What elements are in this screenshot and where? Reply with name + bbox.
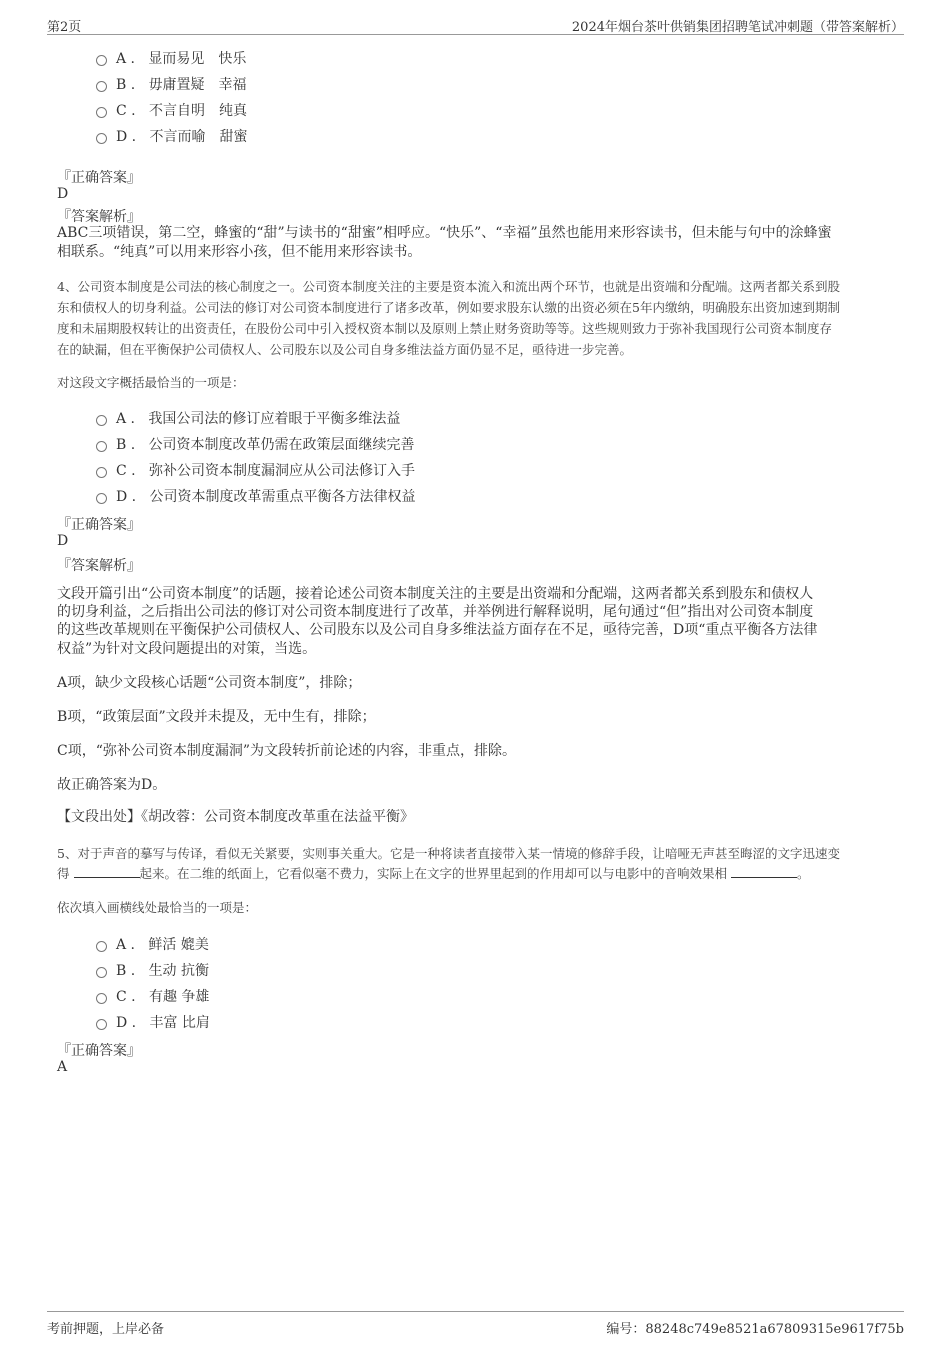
q5-option-d[interactable]: D . 丰富 比肩	[96, 1012, 210, 1032]
blank-1	[74, 865, 140, 878]
footer-slogan: 考前押题，上岸必备	[47, 1322, 165, 1337]
q3-option-c[interactable]: C . 不言自明 纯真	[96, 100, 247, 120]
q4-answer: D	[57, 533, 69, 549]
page-number: 第2页	[47, 20, 82, 35]
radio-icon[interactable]	[96, 441, 107, 452]
q4-stem-line-3: 度和未届期股权转让的出资责任，在股份公司中引入授权资本制以及原则上禁止财务资助等等。这些规则致力于弥补我国现行公司资本制度存	[57, 321, 833, 336]
q4-analysis-line-3: 的这些改革规则在平衡保护公司债权人、公司股东以及公司自身多维法益方面存在不足，亟待完善，D项“重点平衡各方法律	[57, 622, 818, 638]
page-footer	[47, 1311, 904, 1342]
q4-note-c: C项，“弥补公司资本制度漏洞”为文段转折前论述的内容，非重点，排除。	[57, 743, 517, 759]
document-id: 编号：88248c749e8521a67809315e9617f75b	[606, 1322, 904, 1337]
radio-icon[interactable]	[96, 967, 107, 978]
q4-conclusion: 故正确答案为D。	[57, 777, 167, 793]
q5-answer: A	[57, 1059, 68, 1075]
radio-icon[interactable]	[96, 467, 107, 478]
q4-source: 【文段出处】《胡改蓉：公司资本制度改革重在法益平衡》	[57, 809, 414, 825]
q4-analysis-line-1: 文段开篇引出“公司资本制度”的话题，接着论述公司资本制度关注的主要是出资端和分配端，这两者都关系到股东和债权人	[57, 586, 814, 602]
q4-answer-label: 『正确答案』	[57, 517, 141, 533]
q4-stem-line-1: 4、公司资本制度是公司法的核心制度之一。公司资本制度关注的主要是资本流入和流出两个环节，也就是出资端和分配端。这两者都关系到股	[57, 279, 840, 294]
radio-icon[interactable]	[96, 993, 107, 1004]
radio-icon[interactable]	[96, 107, 107, 118]
q4-analysis-line-4: 权益”为针对文段问题提出的对策，当选。	[57, 641, 317, 657]
q5-option-c[interactable]: C . 有趣 争雄	[96, 986, 209, 1006]
q5-stem-line-2: 得 起来。在二维的纸面上，它看似毫不费力，实际上在文字的世界里起到的作用却可以与电影中的音响效果相 。	[57, 866, 810, 881]
blank-2	[731, 865, 797, 878]
q3-analysis-label: 『答案解析』	[57, 209, 141, 225]
q3-option-b[interactable]: B . 毋庸置疑 幸福	[96, 74, 247, 94]
q3-option-a[interactable]: A . 显而易见 快乐	[96, 48, 246, 68]
radio-icon[interactable]	[96, 55, 107, 66]
q4-question: 对这段文字概括最恰当的一项是：	[57, 375, 245, 390]
radio-icon[interactable]	[96, 493, 107, 504]
q5-answer-label: 『正确答案』	[57, 1043, 141, 1059]
radio-icon[interactable]	[96, 133, 107, 144]
q4-stem-line-4: 在的缺漏，但在平衡保护公司债权人、公司股东以及公司自身多维法益方面仍显不足，亟待进一步完善。	[57, 342, 633, 357]
q4-option-b[interactable]: B . 公司资本制度改革仍需在政策层面继续完善	[96, 434, 415, 454]
q4-note-b: B项，“政策层面”文段并未提及，无中生有，排除；	[57, 709, 376, 725]
document-title: 2024年烟台茶叶供销集团招聘笔试冲刺题（带答案解析）	[571, 20, 904, 35]
q5-question: 依次填入画横线处最恰当的一项是：	[57, 900, 258, 915]
q4-note-a: A项，缺少文段核心话题“公司资本制度”，排除；	[57, 675, 362, 691]
q4-option-c[interactable]: C . 弥补公司资本制度漏洞应从公司法修订入手	[96, 460, 415, 480]
q5-option-a[interactable]: A . 鲜活 媲美	[96, 934, 209, 954]
q3-analysis-line-1: ABC三项错误，第二空，蜂蜜的“甜”与读书的“甜蜜”相呼应。“快乐”、“幸福”虽然也能用来形容读书，但未能与句中的涂蜂蜜	[57, 225, 832, 241]
q4-option-d[interactable]: D . 公司资本制度改革需重点平衡各方法律权益	[96, 486, 415, 506]
q4-analysis-line-2: 的切身利益，之后指出公司法的修订对公司资本制度进行了改革，并举例进行解释说明，尾句通过“但”指出对公司资本制度	[57, 604, 814, 620]
radio-icon[interactable]	[96, 1019, 107, 1030]
q3-answer-label: 『正确答案』	[57, 170, 141, 186]
radio-icon[interactable]	[96, 941, 107, 952]
q3-analysis-line-2: 相联系。“纯真”可以用来形容小孩，但不能用来形容读书。	[57, 244, 422, 260]
radio-icon[interactable]	[96, 81, 107, 92]
q3-answer: D	[57, 186, 69, 202]
q4-option-a[interactable]: A . 我国公司法的修订应着眼于平衡多维法益	[96, 408, 400, 428]
q4-analysis-label: 『答案解析』	[57, 558, 141, 574]
q3-option-d[interactable]: D . 不言而喻 甜蜜	[96, 126, 247, 146]
q5-stem-line-1: 5、对于声音的摹写与传译，看似无关紧要，实则事关重大。它是一种将读者直接带入某一情境的修辞手段，让喑哑无声甚至晦涩的文字迅速变	[57, 846, 840, 861]
page-header	[47, 14, 904, 35]
q5-option-b[interactable]: B . 生动 抗衡	[96, 960, 209, 980]
q4-stem-line-2: 东和债权人的切身利益。公司法的修订对公司资本制度进行了诸多改革，例如要求股东认缴的出资必须在5年内缴纳，明确股东出资加速到期制	[57, 300, 840, 315]
radio-icon[interactable]	[96, 415, 107, 426]
